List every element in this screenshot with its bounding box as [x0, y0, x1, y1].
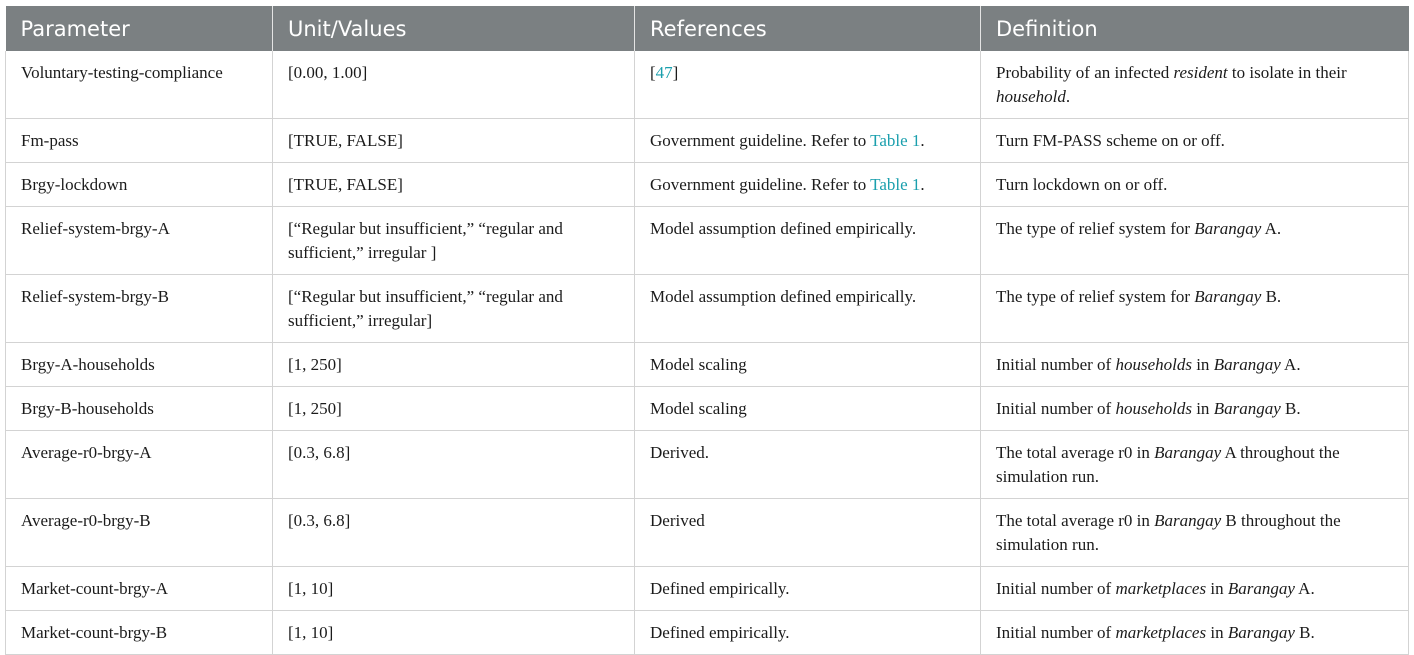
parameters-table-container — [5, 6, 1408, 655]
values-cell: [TRUE, FALSE] — [273, 119, 635, 163]
definition-text: Turn lockdown on or off. — [996, 175, 1168, 194]
definition-text: A. — [1280, 355, 1301, 374]
parameter-cell: Brgy-lockdown — [6, 163, 273, 207]
definition-text: in — [1206, 579, 1228, 598]
reference-link[interactable]: Table 1 — [870, 175, 921, 194]
reference-text: ] — [672, 63, 679, 82]
reference-cell — [635, 119, 981, 163]
reference-cell: Derived. — [635, 431, 981, 499]
parameter-cell: Relief-system-brgy-A — [6, 207, 273, 275]
definition-cell — [981, 387, 1409, 431]
definition-term: marketplaces — [1115, 623, 1207, 642]
table-row — [6, 499, 1409, 567]
reference-text: . — [920, 131, 925, 150]
definition-term: Barangay — [1227, 623, 1295, 642]
definition-text: Turn FM-PASS scheme on or off. — [996, 131, 1225, 150]
definition-text: B. — [1294, 623, 1315, 642]
reference-link[interactable]: 47 — [655, 63, 673, 82]
reference-text: [ — [650, 63, 656, 82]
definition-cell — [981, 207, 1409, 275]
values-cell: [0.00, 1.00] — [273, 51, 635, 119]
definition-text: B. — [1280, 399, 1301, 418]
definition-text: B throughout the simulation run. — [996, 511, 1341, 554]
definition-term: marketplaces — [1115, 579, 1207, 598]
table-header-row — [6, 6, 1409, 51]
definition-text: . — [1065, 87, 1071, 106]
parameter-cell: Fm-pass — [6, 119, 273, 163]
values-cell: [“Regular but insufficient,” “regular and sufficient,” irregular] — [273, 275, 635, 343]
definition-term: Barangay — [1194, 287, 1262, 306]
definition-cell — [981, 275, 1409, 343]
definition-text: in — [1191, 399, 1214, 418]
values-cell: [“Regular but insufficient,” “regular and sufficient,” irregular ] — [273, 207, 635, 275]
definition-term: Barangay — [1227, 579, 1295, 598]
definition-term: Barangay — [1194, 219, 1262, 238]
definition-text: A. — [1261, 219, 1282, 238]
values-cell: [1, 10] — [273, 567, 635, 611]
definition-text: Initial number of — [996, 623, 1116, 642]
parameter-cell: Market-count-brgy-A — [6, 567, 273, 611]
values-cell: [0.3, 6.8] — [273, 431, 635, 499]
definition-term: Barangay — [1154, 511, 1222, 530]
table-row — [6, 163, 1409, 207]
definition-text: The type of relief system for — [996, 287, 1195, 306]
table-row — [6, 567, 1409, 611]
reference-cell: Model scaling — [635, 343, 981, 387]
definition-text: to isolate in their — [1227, 63, 1347, 82]
reference-text: . — [920, 175, 925, 194]
parameter-cell: Average-r0-brgy-A — [6, 431, 273, 499]
definition-text: Initial number of — [996, 355, 1116, 374]
table-row — [6, 611, 1409, 655]
definition-text: Initial number of — [996, 579, 1116, 598]
definition-term: Barangay — [1213, 355, 1281, 374]
definition-cell — [981, 119, 1409, 163]
parameter-cell: Market-count-brgy-B — [6, 611, 273, 655]
reference-cell: Model scaling — [635, 387, 981, 431]
definition-text: in — [1206, 623, 1228, 642]
parameter-cell: Voluntary-testing-compliance — [6, 51, 273, 119]
definition-text: The total average r0 in — [996, 443, 1155, 462]
header-parameter: Parameter — [6, 6, 273, 51]
definition-cell — [981, 611, 1409, 655]
definition-term: households — [1115, 355, 1192, 374]
reference-cell: Model assumption defined empirically. — [635, 275, 981, 343]
reference-text: Government guideline. Refer to — [650, 175, 871, 194]
values-cell: [TRUE, FALSE] — [273, 163, 635, 207]
table-row — [6, 431, 1409, 499]
definition-text: The type of relief system for — [996, 219, 1195, 238]
reference-cell — [635, 163, 981, 207]
definition-text: A throughout the simulation run. — [996, 443, 1340, 486]
definition-text: B. — [1261, 287, 1282, 306]
header-definition: Definition — [996, 16, 1098, 41]
table-row — [6, 51, 1409, 119]
values-cell: [1, 250] — [273, 343, 635, 387]
reference-cell: Defined empirically. — [635, 611, 981, 655]
values-cell: [0.3, 6.8] — [273, 499, 635, 567]
definition-text: A. — [1294, 579, 1315, 598]
definition-term: Barangay — [1213, 399, 1281, 418]
definition-term: households — [1115, 399, 1192, 418]
definition-cell — [981, 51, 1409, 119]
values-cell: [1, 250] — [273, 387, 635, 431]
definition-cell — [981, 343, 1409, 387]
definition-text: Initial number of — [996, 399, 1116, 418]
table-row — [6, 343, 1409, 387]
definition-term: household — [996, 87, 1066, 106]
parameter-cell: Brgy-A-households — [6, 343, 273, 387]
definition-text: The total average r0 in — [996, 511, 1155, 530]
reference-text: Government guideline. Refer to — [650, 131, 871, 150]
table-row — [6, 387, 1409, 431]
definition-term: resident — [1173, 63, 1228, 82]
values-cell: [1, 10] — [273, 611, 635, 655]
parameter-cell: Relief-system-brgy-B — [6, 275, 273, 343]
definition-cell — [981, 431, 1409, 499]
definition-term: Barangay — [1154, 443, 1222, 462]
table-row — [6, 119, 1409, 163]
definition-cell — [981, 163, 1409, 207]
table-row — [6, 207, 1409, 275]
reference-link[interactable]: Table 1 — [870, 131, 921, 150]
reference-cell — [635, 51, 981, 119]
header-unit-values: Unit/Values — [273, 6, 635, 51]
reference-cell: Derived — [635, 499, 981, 567]
reference-cell: Defined empirically. — [635, 567, 981, 611]
definition-text: in — [1191, 355, 1214, 374]
parameters-table — [5, 6, 1409, 655]
definition-cell — [981, 499, 1409, 567]
reference-cell: Model assumption defined empirically. — [635, 207, 981, 275]
table-row — [6, 275, 1409, 343]
parameter-cell: Average-r0-brgy-B — [6, 499, 273, 567]
definition-cell — [981, 567, 1409, 611]
parameter-cell: Brgy-B-households — [6, 387, 273, 431]
definition-text: Probability of an infected — [996, 63, 1174, 82]
header-references: References — [635, 6, 981, 51]
